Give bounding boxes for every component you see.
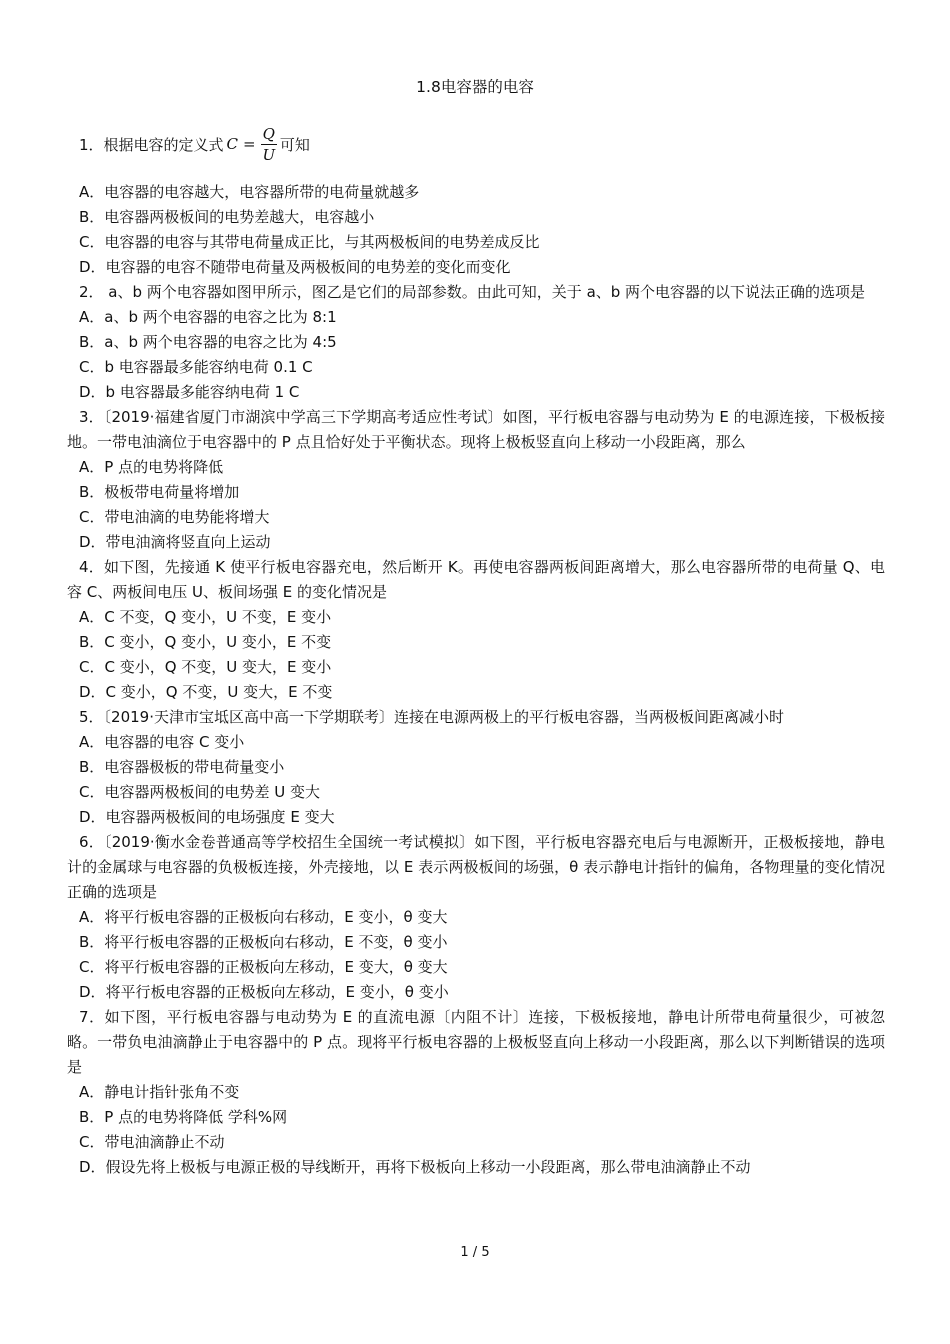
- question-6-option-b: B．将平行板电容器的正极板向右移动，E 不变，θ 变小: [79, 933, 448, 951]
- question-2-option-c: C．b 电容器最多能容纳电荷 0.1 C: [79, 358, 313, 376]
- question-4-stem: 4．如下图，先接通 K 使平行板电容器充电，然后断开 K。再使电容器两板间距离增大，那么电容器所带的电荷量 Q、电容 C、两板间电压 U、板间场强 E 的变化情况是: [67, 558, 885, 601]
- question-1-option-d: D．电容器的电容不随带电荷量及两极板间的电势差的变化而变化: [79, 258, 511, 276]
- question-4-option-c: C．C 变小，Q 不变，U 变大，E 变小: [79, 658, 332, 676]
- question-5-option-d: D．电容器两极板间的电场强度 E 变大: [79, 808, 335, 826]
- question-4-option-b: B．C 变小，Q 变小，U 变小，E 不变: [79, 633, 332, 651]
- question-5-option-a: A．电容器的电容 C 变小: [79, 733, 245, 751]
- question-1-option-b: B．电容器两极板间的电势差越大，电容越小: [79, 208, 375, 226]
- question-6-option-c: C．将平行板电容器的正极板向左移动，E 变大，θ 变大: [79, 958, 448, 976]
- question-3-option-a: A．P 点的电势将降低: [79, 458, 224, 476]
- question-2-option-b: B．a、b 两个电容器的电容之比为 4:5: [79, 333, 337, 351]
- question-5-option-c: C．电容器两极板间的电势差 U 变大: [79, 783, 320, 801]
- question-1-suffix: 可知: [279, 135, 310, 154]
- question-3-option-d: D．带电油滴将竖直向上运动: [79, 533, 271, 551]
- question-7-option-b: B．P 点的电势将降低 学科%网: [79, 1108, 288, 1126]
- question-1-prefix: 1．根据电容的定义式: [79, 135, 224, 154]
- page-number: 1 / 5: [460, 1245, 490, 1260]
- question-7-stem: 7．如下图，平行板电容器与电动势为 E 的直流电源〔内阻不计〕连接，下极板接地，静电计所带电荷量很少，可被忽略。一带负电油滴静止于电容器中的 P 点。现将平行板电容器的上极板竖直向上移动一小段距离，那么以下判断错误的选项是: [67, 1008, 885, 1076]
- formula-equals: =: [243, 135, 256, 153]
- question-list: [67, 108, 885, 1180]
- question-6-option-a: A．将平行板电容器的正极板向右移动，E 变小，θ 变大: [79, 908, 448, 926]
- question-7-option-a: A．静电计指针张角不变: [79, 1083, 240, 1101]
- question-6-option-d: D．将平行板电容器的正极板向左移动，E 变小，θ 变小: [79, 983, 449, 1001]
- question-5-stem: 5．〔2019·天津市宝坻区高中高一下学期联考〕连接在电源两极上的平行板电容器，当两极板间距离减小时: [79, 708, 784, 726]
- question-7-option-d: D．假设先将上极板与电源正极的导线断开，再将下极板向上移动一小段距离，那么带电油滴静止不动: [79, 1158, 751, 1176]
- question-4-option-a: A．C 不变，Q 变小，U 不变，E 变小: [79, 608, 332, 626]
- question-4-option-d: D．C 变小，Q 不变，U 变大，E 不变: [79, 683, 333, 701]
- formula-lhs: C: [226, 135, 239, 153]
- question-3-option-b: B．极板带电荷量将增加: [79, 483, 240, 501]
- formula-fraction: [261, 124, 277, 165]
- page-title: 1.8电容器的电容: [416, 78, 534, 96]
- question-2-option-d: D．b 电容器最多能容纳电荷 1 C: [79, 383, 300, 401]
- question-2-stem: 2． a、b 两个电容器如图甲所示，图乙是它们的局部参数。由此可知，关于 a、b 两个电容器的以下说法正确的选项是: [79, 283, 866, 301]
- question-3-stem: 3．〔2019·福建省厦门市湖滨中学高三下学期高考适应性考试〕如图，平行板电容器与电动势为 E 的电源连接，下极板接地。一带电油滴位于电容器中的 P 点且恰好处于平衡状态。现将上极板竖直向上移动一小段距离，那么: [67, 408, 885, 451]
- capacitance-formula: [227, 124, 277, 165]
- question-6-stem: 6．〔2019·衡水金卷普通高等学校招生全国统一考试模拟〕如下图，平行板电容器充电后与电源断开，正极板接地，静电计的金属球与电容器的负极板连接，外壳接地，以 E 表示两极板间的场强，θ 表示静电计指针的偏角，各物理量的变化情况正确的选项是: [67, 833, 885, 901]
- question-5-option-b: B．电容器极板的带电荷量变小: [79, 758, 285, 776]
- question-1-option-c: C．电容器的电容与其带电荷量成正比，与其两极板间的电势差成反比: [79, 233, 540, 251]
- question-1-stem: [67, 108, 885, 180]
- question-1-option-a: A．电容器的电容越大，电容器所带的电荷量就越多: [79, 183, 420, 201]
- question-2-option-a: A．a、b 两个电容器的电容之比为 8:1: [79, 308, 337, 326]
- question-3-option-c: C．带电油滴的电势能将增大: [79, 508, 270, 526]
- question-7-option-c: C．带电油滴静止不动: [79, 1133, 225, 1151]
- formula-numerator: Q: [262, 124, 275, 143]
- formula-denominator: U: [262, 145, 276, 164]
